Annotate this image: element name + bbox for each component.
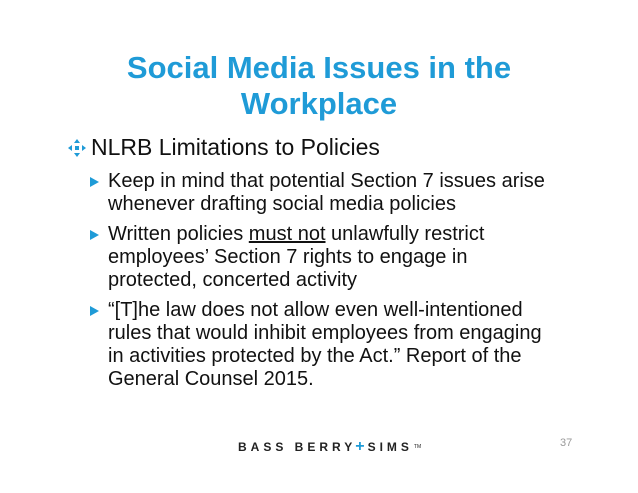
bullet-text-2-post: unlawfully restrict employees’ Section 7 rights to engage in protected, concerted activity (108, 223, 485, 291)
bullet-item-1 (90, 170, 560, 216)
logo-trademark: TM (413, 444, 422, 450)
level1-text: NLRB Limitations to Policies (91, 134, 380, 160)
bullet-text-2-underlined: must not (248, 223, 326, 245)
bullet-text-2-pre: Written policies (108, 223, 249, 245)
bullet-item-3 (90, 299, 560, 391)
bullet-text-1: Keep in mind that potential Section 7 issues arise whenever drafting social media policies (108, 170, 545, 215)
bullet-item-2 (90, 223, 560, 292)
page-number: 37 (560, 437, 573, 449)
title-line-2: Workplace (240, 86, 398, 121)
title-line-1: Social Media Issues in the (126, 50, 512, 85)
bullet-text-3: “[T]he law does not allow even well-intentioned rules that would inhibit employees from engaging in activities protected by the Act.” Report of the General Counsel 2015. (108, 299, 542, 390)
bullet-list (90, 170, 560, 398)
slide-title (80, 50, 558, 122)
logo-plus: + (355, 438, 365, 455)
four-direction-arrows-icon (67, 138, 87, 158)
logo-right-text: SIMS (367, 440, 413, 454)
logo-left-text: BASS BERRY (238, 440, 357, 454)
level1-item (67, 134, 380, 161)
triangle-right-icon (90, 306, 99, 316)
triangle-right-icon (90, 177, 99, 187)
firm-logo (238, 438, 421, 456)
triangle-right-icon (90, 230, 99, 240)
